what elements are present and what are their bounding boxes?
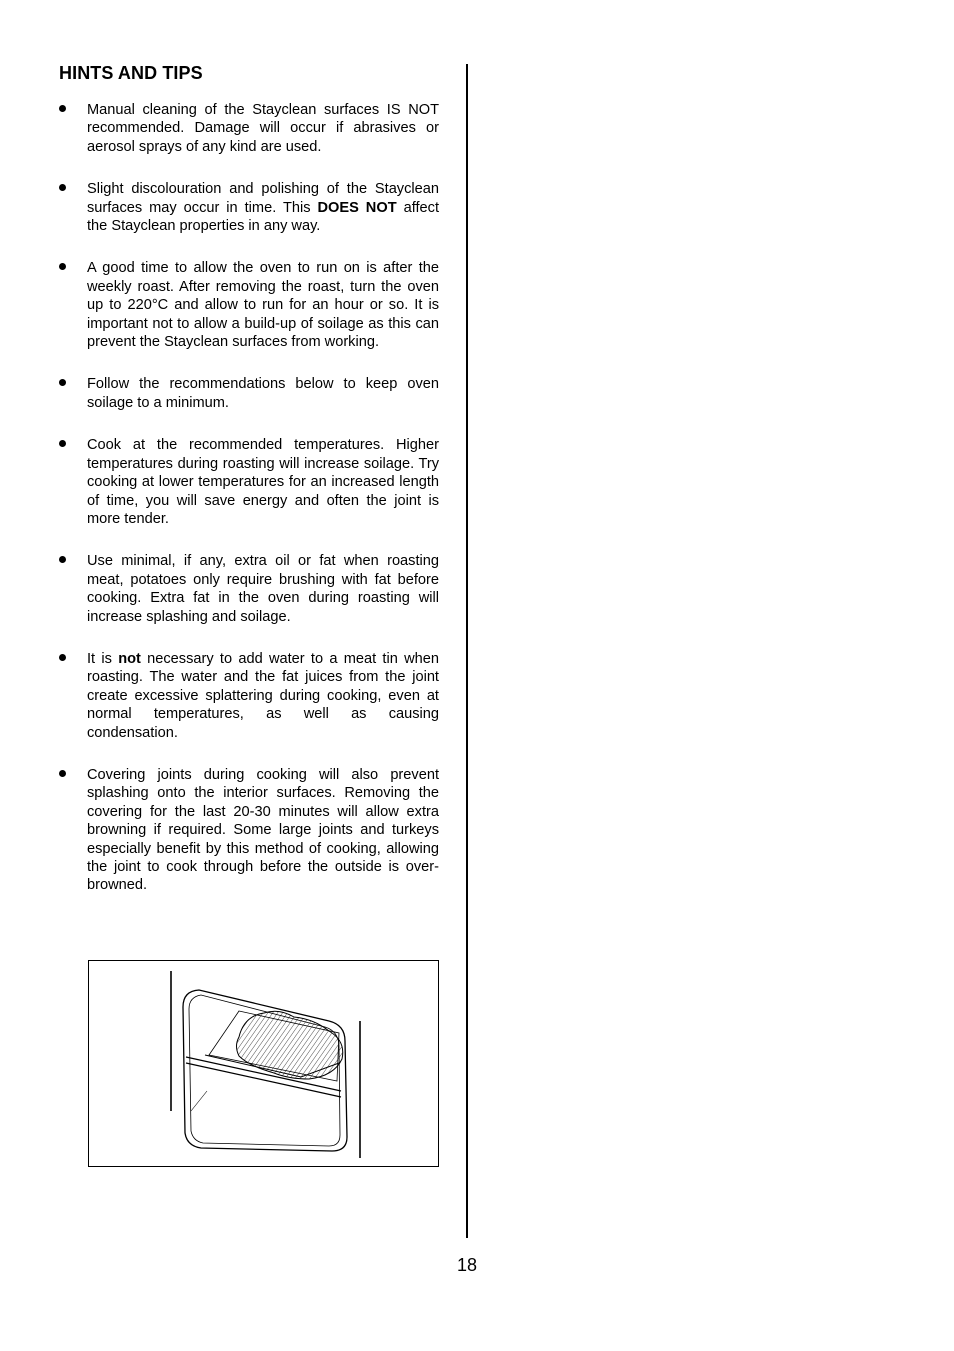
bullet-icon [59,440,66,447]
tip-item [59,650,439,742]
tip-text-segment: Cook at the recommended temperatures. Higher temperatures during roasting will increase soilage. Try cooking at lower temperatures for an increased length of time, you will save energy and often the joint is more tender. [87,437,439,527]
tip-text [87,767,439,893]
tip-text-segment: Covering joints during cooking will also prevent splashing onto the interior surfaces. Removing the covering for the last 20-30 minutes will allow extra browning if required. Some large joints and turkeys especially benefit by this method of cooking, allowing the joint to cook through before the outside is over-browned. [87,766,439,894]
tip-text [87,181,439,234]
tip-text [87,553,439,624]
bullet-icon [59,556,66,563]
tip-emphasis: not [118,650,141,667]
tip-text-segment: Manual cleaning of the Stayclean surfaces IS NOT recommended. Damage will occur if abrasives or aerosol sprays of any kind are used. [87,102,439,155]
tip-item [59,436,439,528]
tip-text [87,260,439,350]
tip-text [87,437,439,527]
tip-item [59,101,439,156]
roast-joint [237,1011,343,1079]
tip-text [87,651,439,741]
tips-list [59,101,439,895]
tip-item [59,552,439,626]
tip-text-segment: A good time to allow the oven to run on is after the weekly roast. After removing the roast, turn the oven up to 220°C and allow to run for an hour or so. It is important not to allow a build-up of soilage as this can prevent the Stayclean surfaces from working. [87,260,439,351]
tip-text [87,102,439,155]
bullet-icon [59,184,66,191]
tip-text-segment: affect the Stayclean properties in any way. [87,199,440,235]
page-number: 18 [457,1255,478,1275]
bullet-icon [59,105,66,112]
bullet-icon [59,770,66,777]
tip-emphasis: DOES NOT [317,199,397,216]
tip-text-segment: Slight discolouration and polishing of the Stayclean surfaces may occur in time. This [87,181,439,216]
tip-item [59,259,439,351]
tip-item [59,375,439,412]
bullet-icon [59,654,66,661]
column-divider [466,64,468,1238]
tip-item [59,180,439,235]
tip-text [87,376,439,410]
section-heading: HINTS AND TIPS [59,63,203,83]
tip-text-segment: Use minimal, if any, extra oil or fat when roasting meat, potatoes only require brushing with fat before cooking. Extra fat in the oven during roasting will increase splashing and soilage. [87,553,439,625]
tip-text-segment: It is [87,650,119,667]
tip-text-segment: necessary to add water to a meat tin when roasting. The water and the fat juices from the joint create excessive splattering during cooking, even at normal temperatures, as well as causing condensation. [87,650,440,741]
tip-item [59,766,439,895]
oven-roasting-drawing [89,961,438,1166]
bullet-icon [59,379,66,386]
oven-roasting-illustration [88,960,439,1167]
tip-text-segment: Follow the recommendations below to keep oven soilage to a minimum. [87,376,439,411]
bullet-icon [59,263,66,270]
